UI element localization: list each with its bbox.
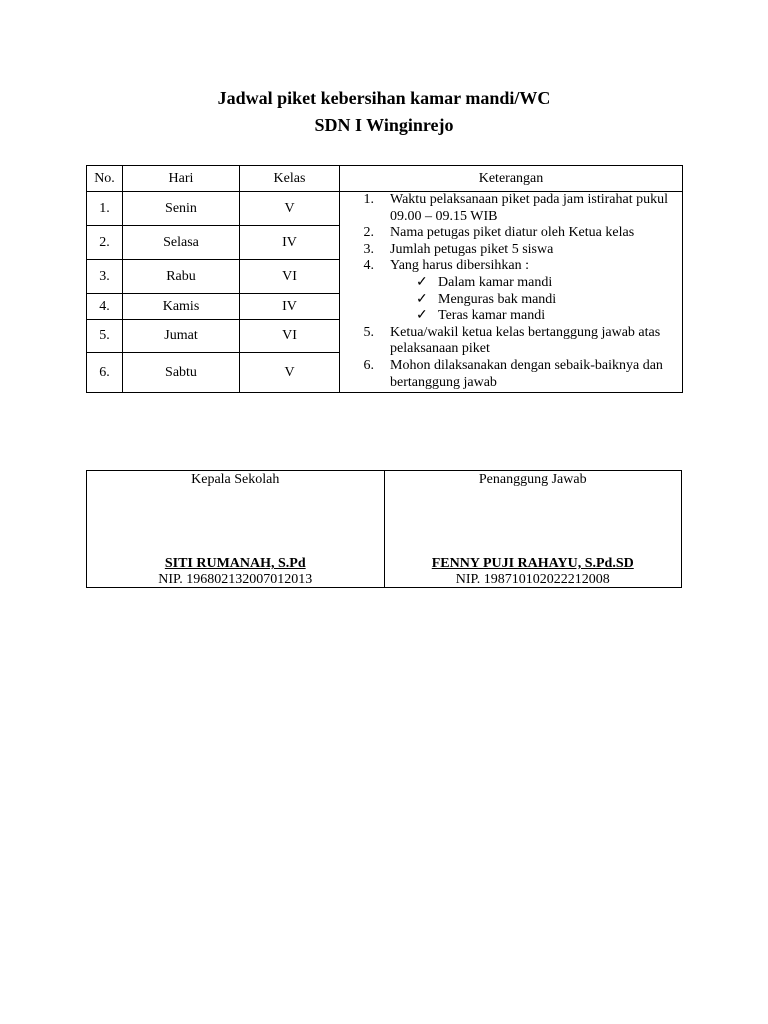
item-number: 5. (363, 324, 374, 340)
keterangan-item (340, 242, 682, 259)
keterangan-item (340, 225, 682, 242)
check-icon: ✓ (416, 274, 428, 290)
signature-right (384, 471, 682, 588)
item-text: Waktu pelaksanaan piket pada jam istirahat pukul 09.00 – 09.15 WIB (390, 192, 669, 224)
row-no: 3. (87, 260, 123, 294)
check-icon: ✓ (416, 291, 428, 307)
signature-table (86, 470, 682, 588)
signer-role: Penanggung Jawab (478, 472, 587, 487)
signer-role: Kepala Sekolah (191, 472, 280, 487)
keterangan-item (340, 325, 682, 358)
keterangan-item (340, 358, 682, 391)
row-kelas: IV (240, 226, 340, 260)
signer-nip: NIP. 198710102022212008 (455, 572, 610, 587)
item-text: Nama petugas piket diatur oleh Ketua kelas (390, 225, 635, 241)
row-kelas: IV (240, 294, 340, 320)
schedule-table (86, 165, 683, 393)
item-number: 6. (363, 357, 374, 373)
keterangan-item (340, 192, 682, 225)
row-hari: Selasa (123, 226, 240, 260)
header-no: No. (87, 166, 123, 192)
school-name: SDN I Winginrejo (314, 115, 454, 135)
row-hari: Sabtu (123, 353, 240, 393)
row-kelas: V (240, 192, 340, 226)
item-text: Yang harus dibersihkan : (390, 258, 529, 274)
row-no: 4. (87, 294, 123, 320)
row-no: 6. (87, 353, 123, 393)
checklist-text: Teras kamar mandi (438, 308, 546, 324)
signature-left (87, 471, 385, 588)
checklist-item (340, 292, 682, 309)
item-number: 4. (363, 258, 374, 274)
signer-name: FENNY PUJI RAHAYU, S.Pd.SD (431, 556, 634, 571)
item-text: Mohon dilaksanakan dengan sebaik-baiknya dan bertanggung jawab (390, 357, 663, 390)
header-keterangan: Keterangan (340, 166, 683, 192)
keterangan-cell (340, 192, 683, 393)
row-hari: Senin (123, 192, 240, 226)
checklist-item (340, 275, 682, 292)
keterangan-item (340, 258, 682, 275)
header-hari: Hari (123, 166, 240, 192)
row-kelas: VI (240, 320, 340, 353)
item-number: 1. (363, 192, 374, 207)
item-number: 3. (363, 241, 374, 257)
table-header-row (87, 166, 683, 192)
row-hari: Kamis (123, 294, 240, 320)
item-number: 2. (363, 225, 374, 241)
row-no: 1. (87, 192, 123, 226)
signer-nip: NIP. 196802132007012013 (158, 572, 313, 587)
check-icon: ✓ (416, 308, 428, 324)
document-title: Jadwal piket kebersihan kamar mandi/WC (217, 88, 551, 108)
row-kelas: V (240, 353, 340, 393)
table-row (87, 192, 683, 226)
row-kelas: VI (240, 260, 340, 294)
checklist-item (340, 308, 682, 325)
row-hari: Rabu (123, 260, 240, 294)
item-text: Ketua/wakil ketua kelas bertanggung jawab atas pelaksanaan piket (390, 324, 661, 357)
signer-name: SITI RUMANAH, S.Pd (164, 556, 306, 571)
checklist-text: Dalam kamar mandi (438, 274, 553, 290)
item-text: Jumlah petugas piket 5 siswa (390, 241, 554, 257)
checklist-text: Menguras bak mandi (438, 291, 557, 307)
row-no: 5. (87, 320, 123, 353)
row-hari: Jumat (123, 320, 240, 353)
header-kelas: Kelas (240, 166, 340, 192)
row-no: 2. (87, 226, 123, 260)
